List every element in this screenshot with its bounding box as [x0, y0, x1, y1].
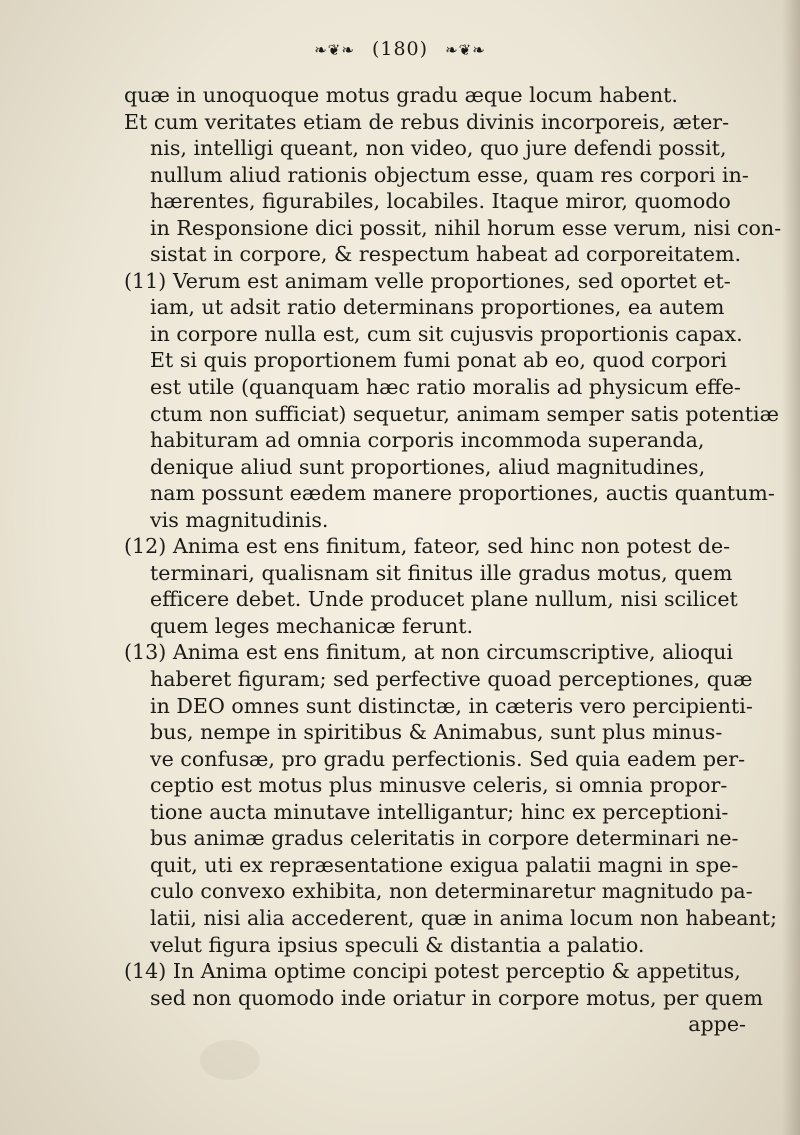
- text-line: Et si quis proportionem fumi ponat ab eo, quod corpori: [150, 348, 727, 373]
- ornament-right-icon: ❧❦❧: [445, 41, 486, 59]
- text-line: in corpore nulla est, cum sit cujusvis proportionis capax.: [150, 321, 743, 346]
- paragraph-start-12: (12) Anima est ens finitum, fateor, sed hinc non potest de-: [124, 534, 731, 559]
- text-line: nullum aliud rationis objectum esse, quam res corpori in-: [150, 162, 749, 187]
- text-line: quem leges mechanicæ ferunt.: [150, 613, 474, 638]
- ornament-left-icon: ❧❦❧: [314, 41, 355, 59]
- text-line: efficere debet. Unde producet plane nullum, nisi scilicet: [150, 587, 738, 612]
- catchword: appe-: [688, 1012, 746, 1037]
- text-line: velut figura ipsius speculi & distantia a palatio.: [150, 932, 645, 957]
- paragraph-start-11: (11) Verum est animam velle proportiones, sed oportet et-: [124, 268, 731, 293]
- text-line: bus, nempe in spiritibus & Animabus, sunt plus minus-: [150, 720, 723, 745]
- text-line: ctum non sufficiat) sequetur, animam semper satis potentiæ: [150, 401, 779, 426]
- text-line: in DEO omnes sunt distinctæ, in cæteris vero percipienti-: [150, 693, 753, 718]
- text-line: iam, ut adsit ratio determinans proportiones, ea autem: [150, 295, 725, 320]
- body-text: [124, 82, 782, 1038]
- text-line: bus animæ gradus celeritatis in corpore determinari ne-: [150, 826, 739, 851]
- text-line: ceptio est motus plus minusve celeris, si omnia propor-: [150, 773, 728, 798]
- text-line: vis magnitudinis.: [150, 507, 329, 532]
- paper-stain: [200, 1040, 260, 1080]
- text-line: habituram ad omnia corporis incommoda superanda,: [150, 428, 705, 453]
- text-line: ve confusæ, pro gradu perfectionis. Sed quia eadem per-: [150, 746, 746, 771]
- text-line: Et cum veritates etiam de rebus divinis incorporeis, æter-: [124, 109, 730, 134]
- text-line: haberet figuram; sed perfective quoad perceptiones, quæ: [150, 667, 753, 692]
- text-line: est utile (quanquam hæc ratio moralis ad physicum effe-: [150, 375, 741, 400]
- text-line: in Responsione dici possit, nihil horum esse verum, nisi con-: [150, 215, 782, 240]
- paragraph-start-14: (14) In Anima optime concipi potest perceptio & appetitus,: [124, 959, 741, 984]
- text-line: sed non quomodo inde oriatur in corpore motus, per quem: [150, 985, 764, 1010]
- text-line: nam possunt eædem manere proportiones, auctis quantum-: [150, 481, 775, 506]
- text-line: terminari, qualisnam sit finitus ille gradus motus, quem: [150, 560, 733, 585]
- text-line: sistat in corpore, & respectum habeat ad corporeitatem.: [150, 242, 742, 267]
- page-edge-shadow: [782, 0, 800, 1135]
- text-line: hærentes, figurabiles, locabiles. Itaque miror, quomodo: [150, 189, 731, 214]
- text-line: nis, intelligi queant, non video, quo jure defendi possit,: [150, 136, 727, 161]
- page-number: (180): [371, 38, 429, 60]
- text-line: denique aliud sunt proportiones, aliud magnitudines,: [150, 454, 706, 479]
- page-header: [0, 38, 800, 60]
- text-line: quit, uti ex repræsentatione exigua palatii magni in spe-: [150, 852, 739, 877]
- text-line: latii, nisi alia accederent, quæ in anima locum non habeant;: [150, 905, 778, 930]
- text-line: quæ in unoquoque motus gradu æque locum habent.: [124, 83, 678, 107]
- paragraph-start-13: (13) Anima est ens finitum, at non circumscriptive, alioqui: [124, 640, 734, 665]
- text-line: tione aucta minutave intelligantur; hinc ex perceptioni-: [150, 799, 729, 824]
- text-line: culo convexo exhibita, non determinaretur magnitudo pa-: [150, 879, 753, 904]
